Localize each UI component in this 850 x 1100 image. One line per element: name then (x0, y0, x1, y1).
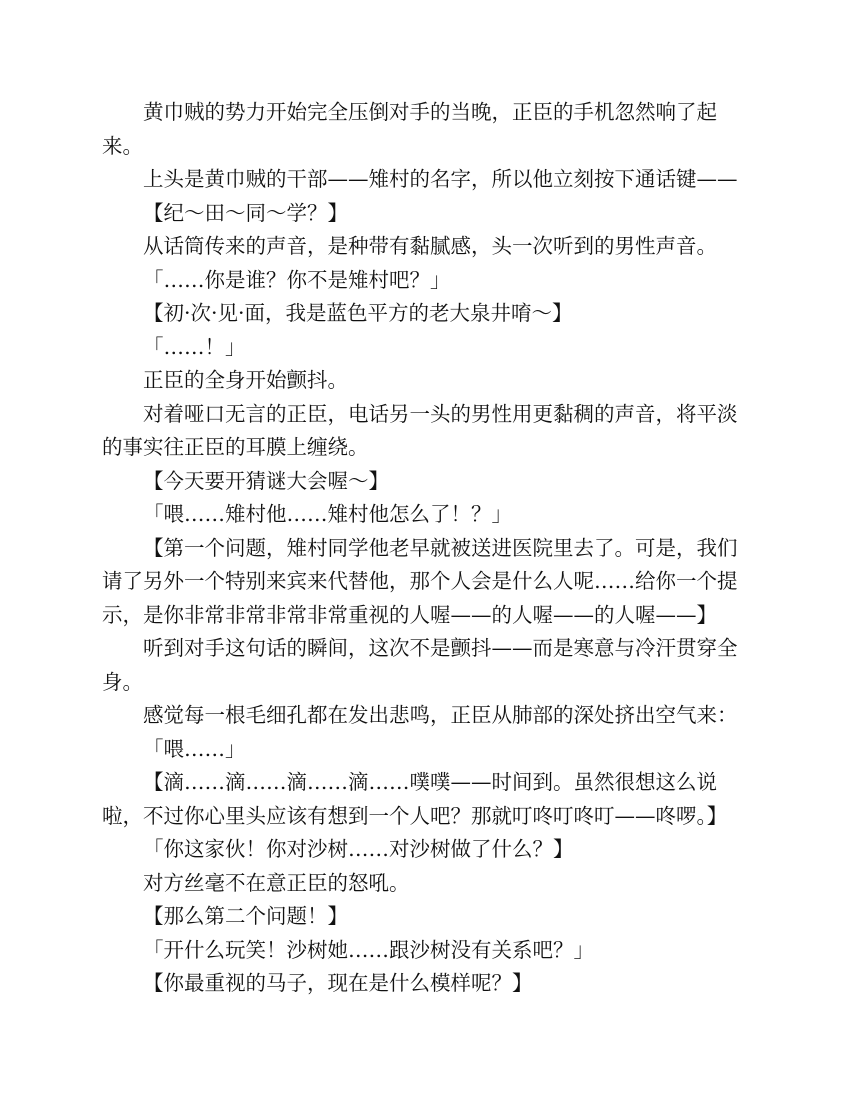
paragraph: 「喂……雉村他……雉村他怎么了！？」 (143, 502, 512, 526)
paragraph: 对方丝毫不在意正臣的怒吼。 (143, 870, 410, 895)
paragraph: 「……你是谁？你不是雉村吧？」 (143, 267, 451, 292)
paragraph: 正臣的全身开始颤抖。 (143, 368, 348, 392)
paragraph: 「开什么玩笑！沙树她……跟沙树没有关系吧？」 (143, 937, 594, 962)
paragraph: 【初·次·见·面，我是蓝色平方的老大泉井唷～】 (143, 301, 573, 325)
paragraph: 【滴……滴……滴……滴……噗噗——时间到。虽然很想这么说啦，不过你心里头应该有想到一个人吧？那就叮咚叮咚叮——咚啰。】 (102, 770, 728, 828)
paragraph: 听到对手这句话的瞬间，这次不是颤抖——而是寒意与冷汗贯穿全身。 (102, 636, 738, 694)
novel-text (102, 96, 748, 1001)
paragraph: 黄巾贼的势力开始完全压倒对手的当晚，正臣的手机忽然响了起来。 (102, 100, 717, 158)
paragraph: 【那么第二个问题！】 (143, 904, 348, 928)
paragraph: 对着哑口无言的正臣，电话另一头的男性用更黏稠的声音，将平淡的事实往正臣的耳膜上缠绕。 (102, 401, 738, 459)
paragraph: 【第一个问题，雉村同学他老早就被送进医院里去了。可是，我们请了另外一个特别来宾来代替他，那个人会是什么人呢……给你一个提示，是你非常非常非常非常重视的人喔——的人喔——的人喔——】 (102, 535, 738, 627)
paragraph: 「喂……」 (143, 736, 246, 761)
paragraph: 【今天要开猜谜大会喔～】 (143, 468, 389, 493)
paragraph: 【纪～田～同～学？】 (143, 200, 348, 225)
paragraph: 【你最重视的马子，现在是什么模样呢？】 (143, 971, 533, 995)
paragraph: 从话筒传来的声音，是种带有黏腻感，头一次听到的男性声音。 (143, 234, 717, 258)
paragraph: 感觉每一根毛细孔都在发出悲鸣，正臣从肺部的深处挤出空气来： (143, 703, 738, 727)
paragraph: 「……！」 (143, 334, 246, 359)
paragraph: 上头是黄巾贼的干部——雉村的名字，所以他立刻按下通话键—— (143, 167, 738, 191)
paragraph: 「你这家伙！你对沙树……对沙树做了什么？】 (143, 837, 574, 861)
